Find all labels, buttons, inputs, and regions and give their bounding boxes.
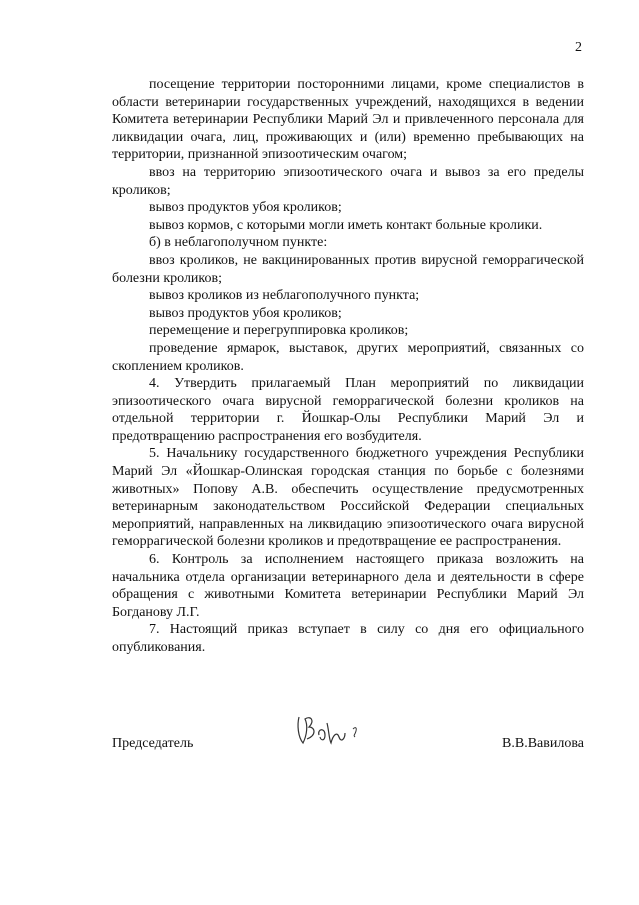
paragraph: вывоз продуктов убоя кроликов; (149, 200, 342, 216)
paragraph: вывоз кроликов из неблагополучного пункта; (149, 288, 420, 304)
paragraph: вывоз кормов, с которыми могли иметь контакт больные кролики. (149, 217, 543, 233)
page-number: 2 (575, 40, 582, 55)
paragraph: 6. Контроль за исполнением настоящего приказа возложить на начальника отдела организации ветеринарного дела и деятельности в сфере обращения с животными Комитета ветеринарии Республики Марий Эл Богданову Л.Г. (112, 552, 584, 620)
paragraph: вывоз продуктов убоя кроликов; (149, 305, 342, 321)
signatory-title: Председатель (112, 736, 194, 751)
paragraph: посещение территории посторонними лицами, кроме специалистов в области ветеринарии государственных учреждений, находящихся в ведении Комитета ветеринарии Республики Марий Эл и привлеченного персонала для ликвидации очага, лиц, проживающих и (или) временно пребывающих на территории, признанной эпизоотическим очагом; (112, 77, 584, 163)
paragraph: 5. Начальнику государственного бюджетного учреждения Республики Марий Эл «Йошкар-Олинская городская станция по борьбе с болезнями животных» Попову А.В. обеспечить осуществление предусмотренных ветеринарным законодательством Российской Федерации специальных мероприятий, направленных на ликвидацию эпизоотического очага вирусной геморрагической болезни кроликов и предотвращение ее распространения. (112, 446, 584, 550)
paragraph: 7. Настоящий приказ вступает в силу со дня его официального опубликования. (112, 622, 584, 655)
document-body (112, 76, 584, 657)
paragraph: ввоз кроликов, не вакцинированных против вирусной геморрагической болезни кроликов; (112, 252, 584, 286)
signatory-name: В.В.Вавилова (502, 736, 584, 751)
paragraph: перемещение и перегруппировка кроликов; (149, 323, 409, 339)
signature-row (112, 736, 584, 756)
paragraph: 4. Утвердить прилагаемый План мероприятий по ликвидации эпизоотического очага вирусной геморрагической болезни кроликов на отдельной территории г. Йошкар-Олы Республики Марий Эл и предотвращению распространения его возбудителя. (112, 376, 584, 444)
paragraph: ввоз на территорию эпизоотического очага и вывоз за его пределы кроликов; (112, 164, 584, 198)
paragraph: проведение ярмарок, выставок, других мероприятий, связанных со скоплением кроликов. (112, 340, 584, 374)
paragraph: б) в неблагополучном пункте: (149, 235, 328, 251)
